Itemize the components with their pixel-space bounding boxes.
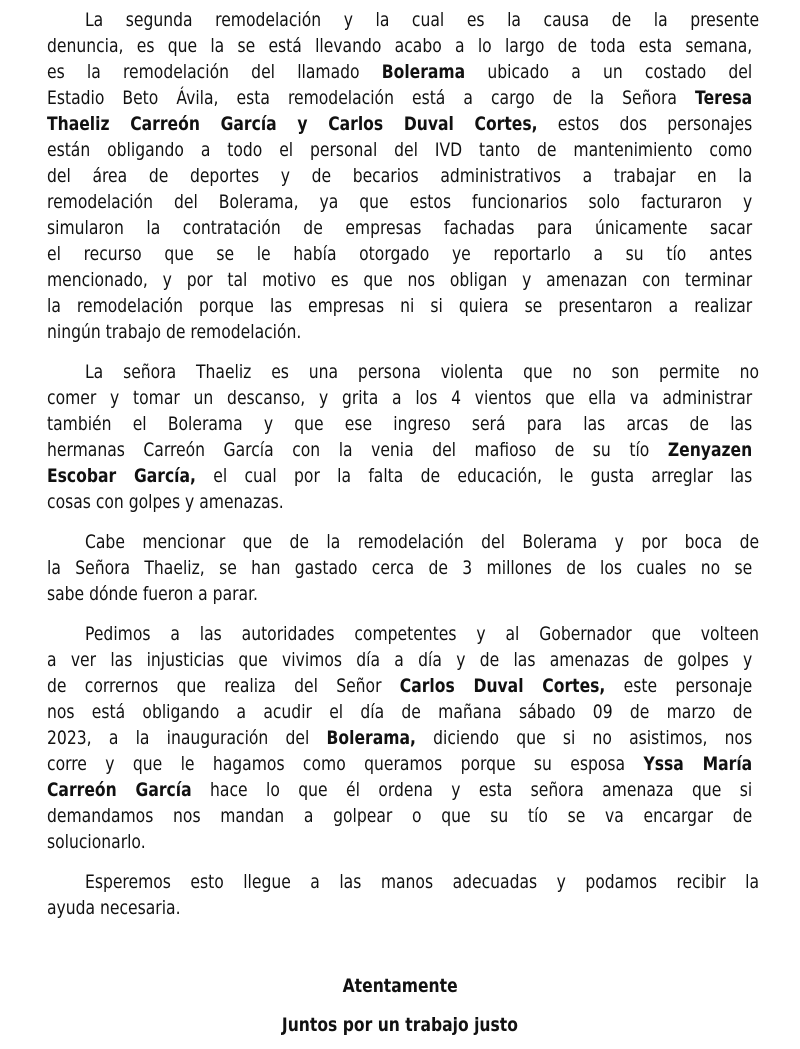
text-line — [47, 581, 752, 607]
text-line-content — [47, 803, 752, 829]
text-line — [47, 437, 752, 463]
text-segment: cosas con golpes y amenazas. — [47, 491, 284, 513]
text-line — [47, 33, 752, 59]
text-segment: este personaje — [605, 675, 753, 697]
text-segment: el cual por la falta de educación, le gusta arreglar las — [195, 465, 753, 487]
text-line-content — [85, 529, 759, 555]
letter-body — [47, 7, 760, 935]
text-line — [47, 673, 752, 699]
closing-salutation — [0, 975, 800, 997]
text-line-content — [47, 319, 752, 345]
text-segment: es la remodelación del llamado — [47, 61, 382, 83]
text-line — [47, 529, 760, 555]
text-line-content — [85, 7, 759, 33]
text-line — [47, 895, 752, 921]
text-segment: comer y tomar un descanso, y grita a los 4 vientos que ella va administrar — [47, 387, 753, 409]
text-segment: a ver las injusticias que vivimos día a día y de las amenazas de golpes y — [47, 649, 753, 671]
text-segment: solucionarlo. — [47, 831, 146, 853]
bold-text: Carlos Duval Cortes, — [399, 675, 606, 697]
text-line — [47, 385, 752, 411]
text-line — [47, 85, 752, 111]
text-line — [47, 647, 752, 673]
text-line-content — [47, 293, 752, 319]
text-line — [47, 411, 752, 437]
text-line — [47, 267, 752, 293]
text-segment: denuncia, es que la se está llevando acabo a lo largo de toda esta semana, — [47, 35, 753, 57]
text-segment: diciendo que si no asistimos, nos — [415, 727, 753, 749]
signature-text: Juntos por un trabajo justo — [281, 1014, 519, 1036]
text-line — [47, 725, 752, 751]
bold-text: Yssa María — [643, 753, 753, 775]
text-segment: simularon la contratación de empresas fachadas para únicamente sacar — [47, 217, 753, 239]
text-line — [47, 829, 752, 855]
text-segment: Esperemos esto llegue a las manos adecuadas y podamos recibir la — [85, 871, 760, 893]
text-segment: sabe dónde fueron a parar. — [47, 583, 259, 605]
bold-text: Zenyazen — [667, 439, 753, 461]
text-segment: hace lo que él ordena y esta señora amenaza que si — [191, 779, 753, 801]
text-line — [47, 241, 752, 267]
text-segment: mencionado, y por tal motivo es que nos obligan y amenazan con terminar — [47, 269, 753, 291]
text-segment: La segunda remodelación y la cual es la causa de la presente — [85, 9, 760, 31]
text-line-content — [47, 895, 752, 921]
paragraph — [47, 621, 760, 855]
text-line-content — [85, 869, 759, 895]
text-line — [47, 293, 752, 319]
paragraph — [47, 359, 760, 515]
text-line-content — [47, 267, 752, 293]
text-segment: del área de deportes y de becarios administrativos a trabajar en la — [47, 165, 753, 187]
text-line-content — [47, 163, 752, 189]
bold-text: Bolerama, — [326, 727, 416, 749]
text-line-content — [47, 489, 752, 515]
text-line — [47, 359, 760, 385]
text-segment: remodelación del Bolerama, ya que estos funcionarios solo facturaron y — [47, 191, 753, 213]
text-line — [47, 699, 752, 725]
text-line — [47, 319, 752, 345]
text-line — [47, 163, 752, 189]
text-line — [47, 777, 752, 803]
text-line — [47, 189, 752, 215]
text-segment: hermanas Carreón García con la venia del mafioso de su tío — [47, 439, 668, 461]
text-line — [47, 463, 752, 489]
text-line-content — [47, 751, 752, 777]
paragraph — [47, 869, 760, 921]
text-line-content — [47, 33, 752, 59]
text-line — [47, 111, 752, 137]
text-line — [47, 621, 760, 647]
text-line — [47, 215, 752, 241]
text-line-content — [47, 555, 752, 581]
closing-signature — [0, 1014, 800, 1036]
text-segment: ayuda necesaria. — [47, 897, 181, 919]
text-line-content — [47, 189, 752, 215]
text-segment: la remodelación porque las empresas ni si quiera se presentaron a realizar — [47, 295, 753, 317]
bold-text: Bolerama — [381, 61, 466, 83]
salutation-text: Atentamente — [342, 975, 458, 997]
text-segment: la Señora Thaeliz, se han gastado cerca de 3 millones de los cuales no se — [47, 557, 753, 579]
text-segment: también el Bolerama y que ese ingreso será para las arcas de las — [47, 413, 753, 435]
text-line-content — [47, 829, 752, 855]
text-line-content — [47, 411, 752, 437]
text-line-content — [47, 725, 752, 751]
text-line-content — [47, 215, 752, 241]
text-line-content — [47, 385, 752, 411]
text-segment: ningún trabajo de remodelación. — [47, 321, 302, 343]
text-line-content — [47, 699, 752, 725]
text-line-content — [47, 777, 752, 803]
text-segment: Cabe mencionar que de la remodelación del Bolerama y por boca de — [85, 531, 760, 553]
text-line-content — [85, 621, 759, 647]
text-line-content — [85, 359, 759, 385]
bold-text: Carreón García — [47, 779, 192, 801]
text-segment: 2023, a la inauguración del — [47, 727, 327, 749]
text-line-content — [47, 111, 752, 137]
text-line-content — [47, 137, 752, 163]
text-line — [47, 751, 752, 777]
text-segment: estos dos personajes — [537, 113, 753, 135]
text-segment: nos está obligando a acudir el día de mañana sábado 09 de marzo de — [47, 701, 753, 723]
text-segment: están obligando a todo el personal del IVD tanto de mantenimiento como — [47, 139, 753, 161]
paragraph — [47, 7, 760, 345]
text-line — [47, 555, 752, 581]
text-line-content — [47, 59, 752, 85]
text-segment: ubicado a un costado del — [465, 61, 753, 83]
text-line — [47, 803, 752, 829]
text-segment: Estadio Beto Ávila, esta remodelación está a cargo de la Señora — [47, 87, 696, 109]
text-segment: La señora Thaeliz es una persona violenta que no son permite no — [85, 361, 760, 383]
text-line — [47, 869, 760, 895]
text-segment: Pedimos a las autoridades competentes y al Gobernador que volteen — [85, 623, 760, 645]
text-segment: de corrernos que realiza del Señor — [47, 675, 400, 697]
bold-text: Escobar García, — [47, 465, 196, 487]
paragraph — [47, 529, 760, 607]
bold-text: Teresa — [695, 87, 753, 109]
text-line-content — [47, 463, 752, 489]
text-segment: demandamos nos mandan a golpear o que su tío se va encargar de — [47, 805, 753, 827]
text-segment: el recurso que se le había otorgado ye reportarlo a su tío antes — [47, 243, 753, 265]
text-line-content — [47, 673, 752, 699]
text-line — [47, 7, 760, 33]
text-line — [47, 137, 752, 163]
text-line — [47, 59, 752, 85]
text-line-content — [47, 241, 752, 267]
text-line-content — [47, 581, 752, 607]
text-segment: corre y que le hagamos como queramos porque su esposa — [47, 753, 644, 775]
text-line — [47, 489, 752, 515]
text-line-content — [47, 437, 752, 463]
text-line-content — [47, 647, 752, 673]
bold-text: Thaeliz Carreón García y Carlos Duval Cortes, — [47, 113, 538, 135]
text-line-content — [47, 85, 752, 111]
